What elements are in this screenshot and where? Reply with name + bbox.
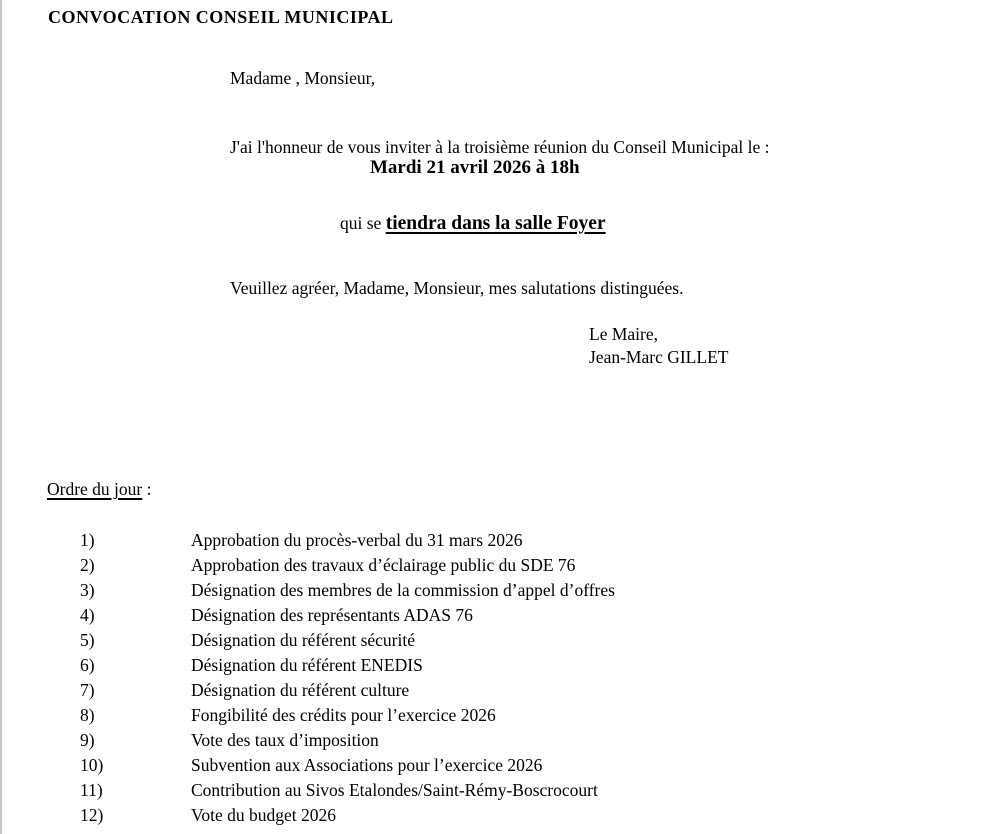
agenda-item-text: Désignation du référent sécurité: [191, 630, 416, 650]
agenda-item-number: 6): [80, 655, 95, 675]
agenda-item: [2, 603, 991, 628]
signature-name: Jean-Marc GILLET: [589, 347, 729, 367]
agenda-item-number: 5): [80, 630, 95, 650]
agenda-item-number: 8): [80, 705, 95, 725]
agenda-item-text: Subvention aux Associations pour l’exercice 2026: [191, 755, 543, 775]
agenda-item-number: 11): [80, 780, 103, 800]
agenda-item: [2, 678, 991, 703]
agenda-item: [2, 528, 991, 553]
agenda-item: [2, 653, 991, 678]
agenda-item: [2, 778, 991, 803]
agenda-item-text: Désignation du référent culture: [191, 680, 410, 700]
agenda-item-text: Fongibilité des crédits pour l’exercice 2026: [191, 705, 496, 725]
venue-prefix: qui se: [340, 213, 386, 233]
venue-name: tiendra dans la salle Foyer: [385, 213, 606, 234]
agenda-heading: [47, 479, 152, 500]
agenda-item-number: 7): [80, 680, 95, 700]
agenda-item: [2, 703, 991, 728]
agenda-item-text: Désignation des membres de la commission d’appel d’offres: [191, 580, 615, 600]
document-title: CONVOCATION CONSEIL MUNICIPAL: [48, 7, 394, 27]
agenda-item-text: Approbation des travaux d’éclairage public du SDE 76: [191, 555, 576, 575]
agenda-heading-label: Ordre du jour: [47, 479, 143, 499]
invitation-line: J'ai l'honneur de vous inviter à la troisième réunion du Conseil Municipal le :: [230, 137, 770, 157]
signature-block: [589, 323, 728, 369]
agenda-item: [2, 728, 991, 753]
agenda-item-number: 3): [80, 580, 95, 600]
agenda-item: [2, 553, 991, 578]
agenda-item-number: 12): [80, 805, 104, 825]
agenda-item-number: 1): [80, 530, 95, 550]
salutation-line: Madame , Monsieur,: [230, 68, 376, 88]
agenda-item-number: 9): [80, 730, 95, 750]
meeting-datetime: Mardi 21 avril 2026 à 18h: [370, 157, 580, 178]
agenda-item-text: Vote du budget 2026: [191, 805, 337, 825]
agenda-item-number: 2): [80, 555, 95, 575]
signature-role: Le Maire,: [589, 324, 658, 344]
agenda-item-text: Vote des taux d’imposition: [191, 730, 379, 750]
agenda-heading-colon: :: [142, 479, 152, 499]
agenda-item-text: Désignation du référent ENEDIS: [191, 655, 423, 675]
agenda-item-text: Contribution au Sivos Etalondes/Saint-Rémy-Boscrocourt: [191, 780, 598, 800]
agenda-item-number: 10): [80, 755, 104, 775]
agenda-item: [2, 753, 991, 778]
venue-line: [340, 210, 606, 237]
agenda-list: [2, 528, 991, 828]
agenda-item: [2, 628, 991, 653]
agenda-item: [2, 578, 991, 603]
closing-formula: Veuillez agréer, Madame, Monsieur, mes salutations distinguées.: [230, 278, 684, 298]
agenda-item-text: Désignation des représentants ADAS 76: [191, 605, 473, 625]
agenda-item: [2, 803, 991, 828]
agenda-item-text: Approbation du procès-verbal du 31 mars 2026: [191, 530, 523, 550]
agenda-item-number: 4): [80, 605, 95, 625]
